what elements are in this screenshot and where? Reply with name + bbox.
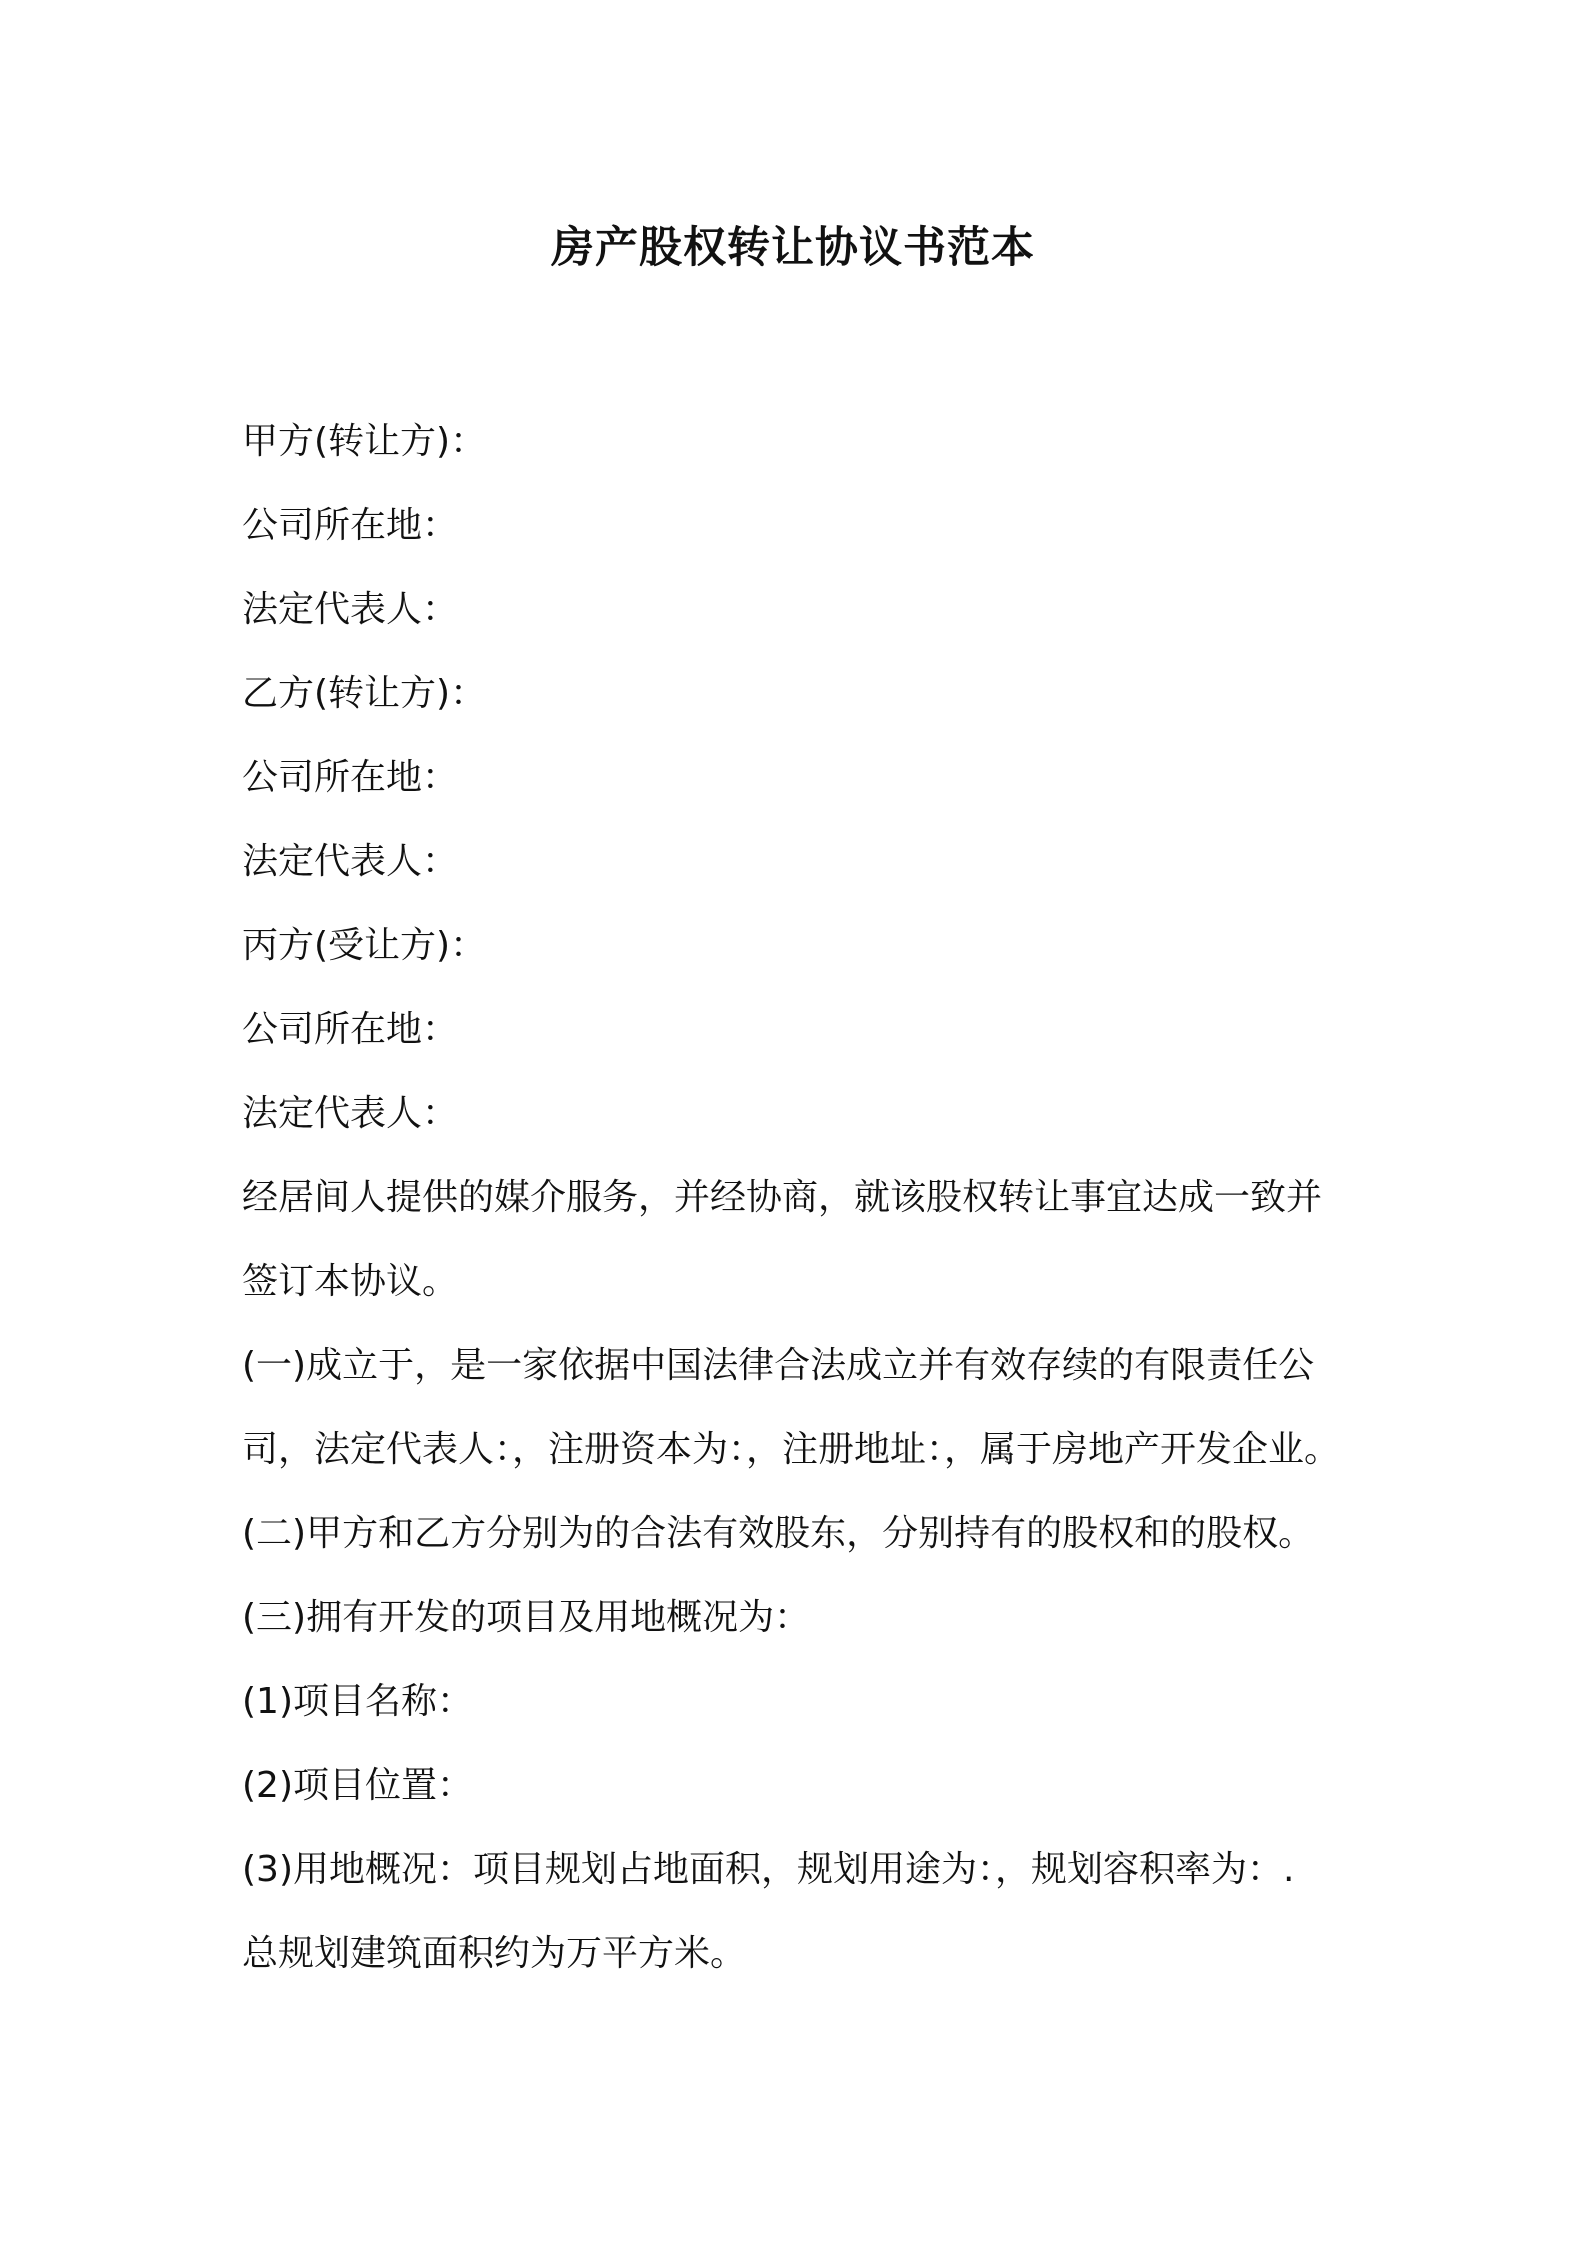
land-overview-line-2: 总规划建筑面积约为万平方米。 (242, 1933, 747, 1974)
party-a-address: 公司所在地： (242, 505, 459, 546)
party-a-representative: 法定代表人： (242, 589, 459, 630)
party-c-representative: 法定代表人： (242, 1093, 459, 1134)
preamble-line-1: 经居间人提供的媒介服务，并经协商，就该股权转让事宜达成一致并 (242, 1177, 1323, 1218)
project-location: (2)项目位置： (242, 1765, 473, 1806)
clause-1-line-1: (一)成立于，是一家依据中国法律合法成立并有效存续的有限责任公 (242, 1345, 1315, 1386)
party-b-label: 乙方(转让方)： (242, 673, 487, 714)
land-overview-line-1: (3)用地概况：项目规划占地面积，规划用途为：，规划容积率为：. (242, 1849, 1295, 1890)
preamble-line-2: 签订本协议。 (242, 1261, 459, 1302)
clause-1-line-2: 司，法定代表人：，注册资本为：，注册地址：，属于房地产开发企业。 (242, 1429, 1341, 1470)
document-title: 房产股权转让协议书范本 (551, 223, 1035, 273)
party-c-label: 丙方(受让方)： (242, 925, 487, 966)
clause-3: (三)拥有开发的项目及用地概况为： (242, 1597, 811, 1638)
party-c-address: 公司所在地： (242, 1009, 459, 1050)
party-b-address: 公司所在地： (242, 757, 459, 798)
clause-2: (二)甲方和乙方分别为的合法有效股东，分别持有的股权和的股权。 (242, 1513, 1315, 1554)
project-name: (1)项目名称： (242, 1681, 473, 1722)
party-b-representative: 法定代表人： (242, 841, 459, 882)
document-body (242, 400, 1382, 1996)
party-a-label: 甲方(转让方)： (242, 421, 487, 462)
